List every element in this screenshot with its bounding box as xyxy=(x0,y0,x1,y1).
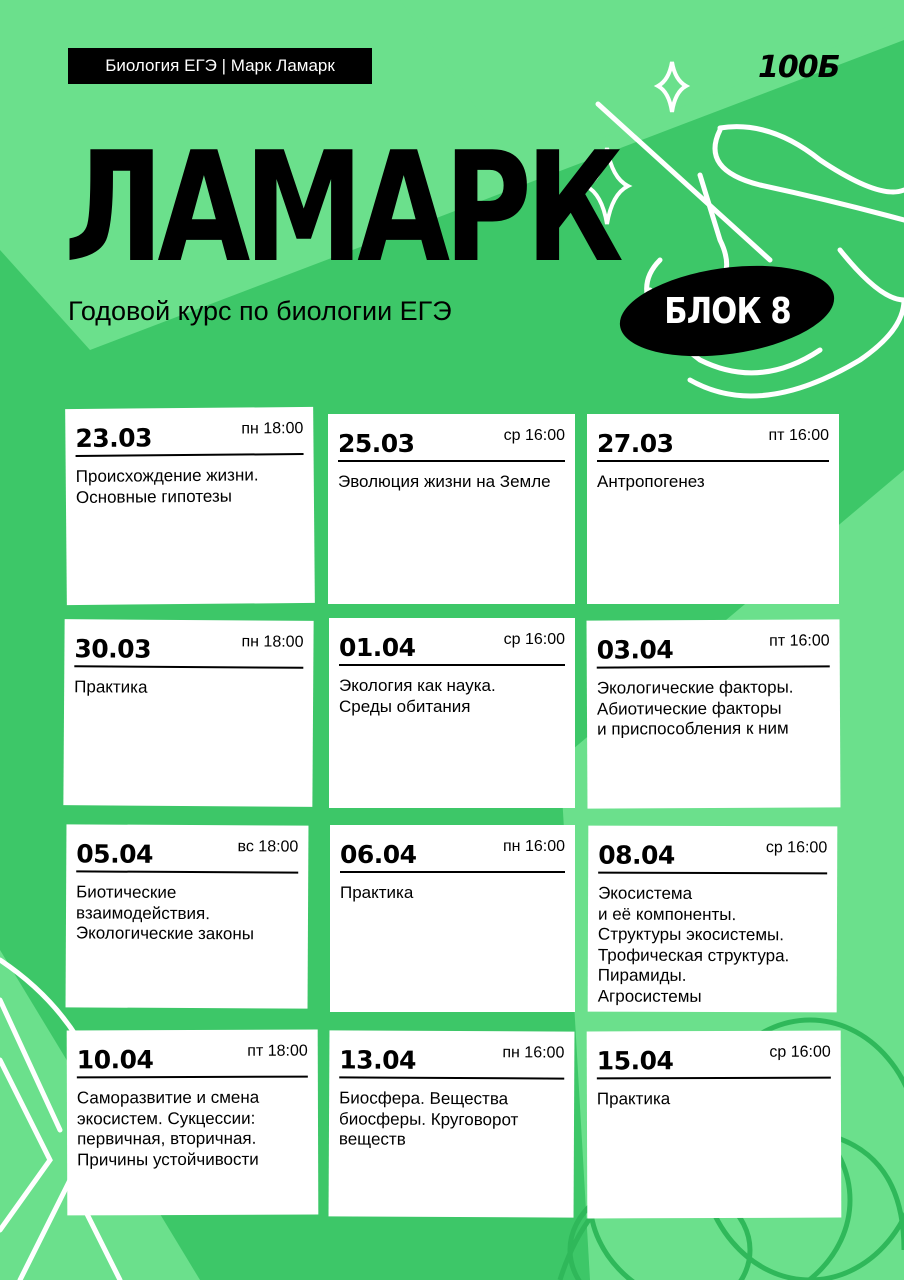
lesson-card-header xyxy=(340,837,565,873)
lesson-time: вс 18:00 xyxy=(237,838,299,856)
lesson-date: 08.04 xyxy=(598,840,675,870)
lesson-topic: Антропогенез xyxy=(597,472,705,491)
lesson-date: 10.04 xyxy=(76,1045,154,1075)
page-subtitle: Годовой курс по биологии ЕГЭ xyxy=(68,296,452,326)
lesson-card xyxy=(330,825,575,1012)
lesson-time: пн 18:00 xyxy=(241,420,304,438)
lesson-topic: Экология как наука. Среды обитания xyxy=(339,676,496,716)
lesson-topic: Саморазвитие и смена экосистем. Сукцессии: первичная, вторичная. Причины устойчивости xyxy=(76,1087,260,1169)
lesson-card-header xyxy=(597,1043,831,1080)
lesson-time: пт 18:00 xyxy=(247,1042,308,1060)
lesson-time: ср 16:00 xyxy=(503,631,565,648)
block-badge-label: БЛОК 8 xyxy=(663,290,791,332)
lesson-card xyxy=(328,414,575,604)
page-title: ЛАМАРК xyxy=(64,119,618,296)
lesson-topic: Практика xyxy=(340,883,414,902)
lesson-card-header xyxy=(597,631,830,668)
lesson-topic: Происхождение жизни. Основные гипотезы xyxy=(75,465,259,507)
lesson-topic: Экологические факторы. Абиотические факторы и приспособления к ним xyxy=(596,677,794,739)
lesson-card-header xyxy=(598,838,827,875)
lesson-time: пн 16:00 xyxy=(502,1044,565,1062)
lesson-date: 13.04 xyxy=(339,1045,416,1075)
brand-logo: 100Б xyxy=(758,50,840,85)
lesson-topic: Биосфера. Вещества биосферы. Круговорот веществ xyxy=(338,1088,519,1149)
lesson-date: 05.04 xyxy=(76,839,153,869)
lesson-card xyxy=(587,1031,842,1219)
lesson-date: 23.03 xyxy=(75,423,153,453)
lesson-card-header xyxy=(339,1042,564,1079)
lesson-date: 27.03 xyxy=(597,429,674,458)
lesson-time: пт 16:00 xyxy=(768,427,829,444)
lesson-card xyxy=(588,826,838,1013)
lesson-card xyxy=(65,407,315,605)
lesson-time: пн 18:00 xyxy=(241,633,304,651)
lesson-card-header xyxy=(75,419,303,457)
lesson-topic: Экосистема и её компоненты. Структуры экосистемы. Трофическая структура. Пирамиды. Агросистемы xyxy=(597,883,790,1006)
lesson-time: ср 16:00 xyxy=(765,839,828,857)
lesson-date: 15.04 xyxy=(596,1046,674,1076)
course-tag: Биология ЕГЭ | Марк Ламарк xyxy=(68,48,372,84)
lesson-time: пн 16:00 xyxy=(503,838,565,855)
lesson-time: пт 16:00 xyxy=(769,632,830,650)
lesson-topic: Практика xyxy=(74,677,148,697)
lesson-card xyxy=(329,618,575,808)
lesson-date: 03.04 xyxy=(596,635,674,665)
lesson-card-header xyxy=(597,426,829,462)
lesson-card xyxy=(329,1030,575,1217)
lesson-card-header xyxy=(77,1042,308,1079)
lesson-time: ср 16:00 xyxy=(503,427,565,444)
lesson-date: 06.04 xyxy=(340,840,417,869)
lesson-date: 30.03 xyxy=(74,634,152,664)
lesson-card xyxy=(587,414,839,604)
lesson-time: ср 16:00 xyxy=(769,1043,831,1061)
lesson-date: 25.03 xyxy=(338,429,415,458)
lesson-card-header xyxy=(339,630,565,666)
lesson-topic: Эволюция жизни на Земле xyxy=(338,472,551,491)
lesson-card xyxy=(66,824,309,1008)
lesson-card xyxy=(67,1030,319,1216)
lesson-card xyxy=(587,619,841,808)
lesson-card-header xyxy=(76,836,298,873)
lesson-card xyxy=(63,619,313,807)
lesson-topic: Биотические взаимодействия. Экологические законы xyxy=(75,882,255,944)
lesson-card-header xyxy=(74,631,303,669)
lesson-date: 01.04 xyxy=(339,633,416,662)
lesson-topic: Практика xyxy=(596,1089,671,1109)
lesson-card-header xyxy=(338,426,565,462)
